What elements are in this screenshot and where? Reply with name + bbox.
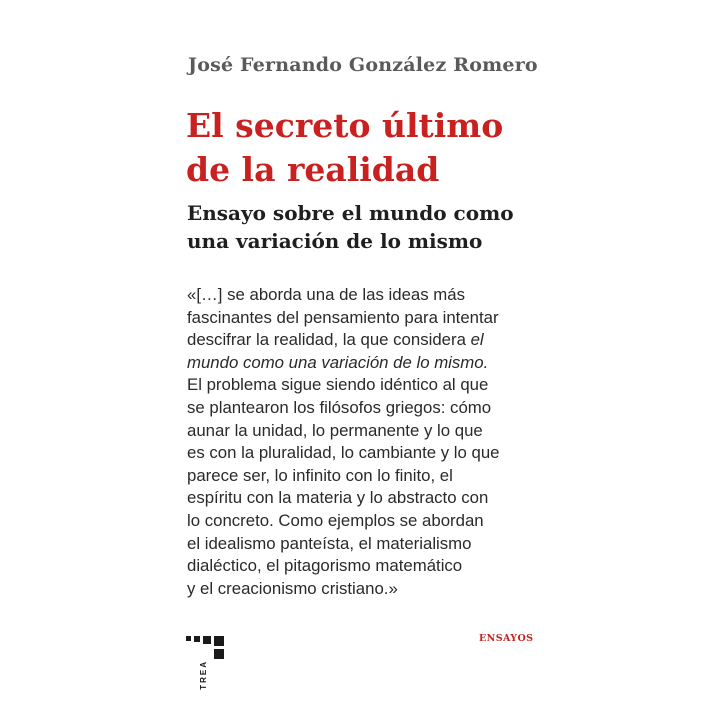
blurb-line: el idealismo panteísta, el materialismo xyxy=(187,533,472,553)
blurb-line: aunar la unidad, lo permanente y lo que xyxy=(187,420,483,440)
blurb-line: lo concreto. Como ejemplos se abordan xyxy=(187,510,484,530)
logo-square xyxy=(186,636,191,641)
blurb-line: y el creacionismo cristiano.» xyxy=(187,578,398,598)
blurb-line: espíritu con la materia y lo abstracto con xyxy=(187,488,489,508)
blurb-line: «[…] se aborda una de las ideas más xyxy=(187,285,465,304)
title-line-2: de la realidad xyxy=(186,150,440,189)
book-subtitle xyxy=(187,199,514,255)
logo-square xyxy=(203,636,211,644)
blurb-text: descifrar la realidad, la que considera xyxy=(187,330,471,350)
subtitle-line-2: una variación de lo mismo xyxy=(187,229,483,253)
book-title xyxy=(186,104,503,192)
blurb-line xyxy=(187,329,500,352)
title-line-1: El secreto último xyxy=(186,106,504,145)
logo-square xyxy=(214,649,224,659)
logo-square xyxy=(214,636,224,646)
blurb-line: dialéctico, el pitagorismo matemático xyxy=(187,556,463,576)
blurb-line: es con la pluralidad, lo cambiante y lo que xyxy=(187,443,500,463)
author-name: José Fernando González Romero xyxy=(188,54,538,76)
blurb-line: fascinantes del pensamiento para intentar xyxy=(187,307,499,327)
blurb-quote xyxy=(187,284,500,600)
trea-logo-icon xyxy=(186,636,236,696)
collection-label: ENSAYOS xyxy=(479,633,534,644)
blurb-line: parece ser, lo infinito con lo finito, el xyxy=(187,465,453,485)
blurb-line: se plantearon los filósofos griegos: cómo xyxy=(187,397,492,417)
blurb-italic: el xyxy=(470,330,484,350)
logo-square xyxy=(194,636,200,642)
blurb-line: El problema sigue siendo idéntico al que xyxy=(187,375,489,395)
blurb-line xyxy=(187,352,500,375)
blurb-italic: mundo como una variación de lo mismo. xyxy=(187,352,489,372)
subtitle-line-1: Ensayo sobre el mundo como xyxy=(187,201,514,225)
publisher-name: TREA xyxy=(199,660,208,690)
